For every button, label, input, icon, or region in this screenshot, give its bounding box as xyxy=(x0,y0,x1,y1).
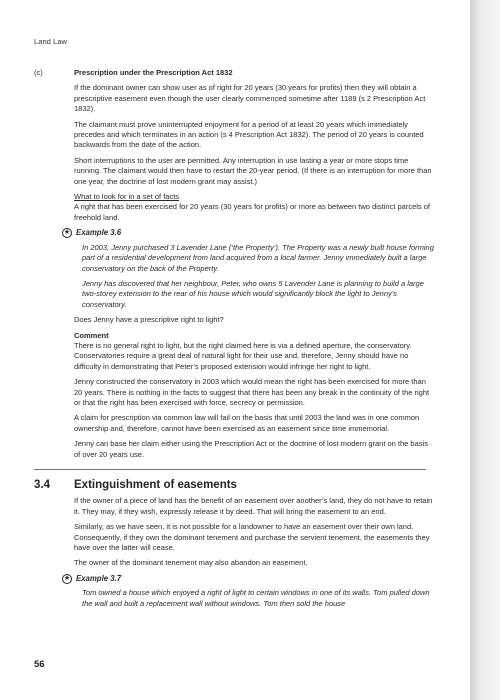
example-3-7-body xyxy=(74,588,434,609)
section-title: Extinguishment of easements xyxy=(74,479,237,491)
section-3-4 xyxy=(34,496,434,614)
example-paragraph: In 2003, Jenny purchased 3 Lavender Lane (‘the Property’). The Property was a newly built house forming part of a residential development from land acquired from a local farmer. Jenny immediately built a large conservatory on the back of the Property. xyxy=(82,242,434,273)
paragraph: If the owner of a piece of land has the benefit of an easement over another’s land, they do not have to retain it. They may, if they wish, expressly release it by deed. That will bring the easement to an end. xyxy=(74,496,433,516)
section-c xyxy=(34,68,434,465)
section-c-heading: Prescription under the Prescription Act 1832 xyxy=(74,68,233,77)
question: Does Jenny have a prescriptive right to light? xyxy=(74,315,224,325)
paragraph: The claimant must prove uninterrupted enjoyment for a period of at least 20 years which immediately precedes and which terminates in an action (s 4 Prescription Act 1832). The period of 20 years is counted backwards from the date of the action. xyxy=(74,119,424,150)
page-content xyxy=(34,68,434,614)
page-edge-shadow xyxy=(470,0,500,700)
comment-paragraph: Jenny constructed the conservatory in 2003 which would mean the right has been exercised for more than 20 years. There is nothing in the facts to suggest that there has been any break in the continuity of the right or that the right has been exercised with force, secrecy or permission. xyxy=(74,377,430,407)
paragraph: Similarly, as we have seen, it is not possible for a landowner to have an easement over their own land. Consequently, if they own the dominant tenement and purchase the servient tenement, the easements they have over the latter will cease. xyxy=(74,522,430,553)
section-c-label: (c) xyxy=(34,68,43,77)
paragraph: If the dominant owner can show user as of right for 20 years (30 years for profits) then they will obtain a prescriptive easement even though the user clearly commenced sometime after 1189 (s 2 Prescription Act 1832). xyxy=(74,83,426,114)
example-3-7-header xyxy=(62,574,434,584)
example-title: Example 3.7 xyxy=(76,573,122,583)
section-3-4-heading xyxy=(34,480,434,490)
comment-heading: Comment xyxy=(74,330,109,340)
look-for-text: A right that has been exercised for 20 years (30 years for profits) or more as between two distinct parcels of freehold land. xyxy=(74,202,431,222)
example-3-6-body xyxy=(74,243,434,310)
page-number: 56 xyxy=(34,659,45,670)
star-icon: ★ xyxy=(63,229,71,237)
star-icon: ★ xyxy=(63,575,71,583)
section-divider xyxy=(34,469,426,470)
example-title: Example 3.6 xyxy=(76,228,122,238)
paragraph: Short interruptions to the user are permitted. Any interruption in use lasting a year or more stops time running. The claimant would then have to restart the 20-year period. (If there is an interruption for more than one year, the doctrine of lost modern grant may assist.) xyxy=(74,155,432,186)
comment-paragraph: There is no general right to light, but the right claimed here is via a defined aperture, the conservatory. Conservatories require a great deal of natural light for their use and, therefore, Jenny should have no difficulty in demonstrating that Peter’s proposed extension would infringe her right to light. xyxy=(74,340,412,371)
comment-paragraph: Jenny can base her claim either using the Prescription Act or the doctrine of lost modern grant on the basis of over 20 years use. xyxy=(74,439,428,459)
example-paragraph: Jenny has discovered that her neighbour, Peter, who owns 5 Lavender Lane is planning to build a large two-storey extension to the rear of his house which would significantly block the light to Jenny’s conservatory. xyxy=(82,278,424,309)
paragraph: The owner of the dominant tenement may also abandon an easement. xyxy=(74,558,308,568)
example-paragraph: Tom owned a house which enjoyed a right of light to certain windows in one of its walls. Tom pulled down the wall and built a replacement wall without windows. Tom then sold the house xyxy=(82,588,430,608)
section-number: 3.4 xyxy=(34,479,50,491)
example-3-6-header xyxy=(62,228,434,238)
look-for-heading: What to look for in a set of facts xyxy=(74,192,180,202)
comment-paragraph: A claim for prescription via common law will fail on the basis that until 2003 the land was in one common ownership and, therefore, cannot have been exercised as an easement since time immemorial. xyxy=(74,413,420,433)
running-head: Land Law xyxy=(34,37,67,46)
